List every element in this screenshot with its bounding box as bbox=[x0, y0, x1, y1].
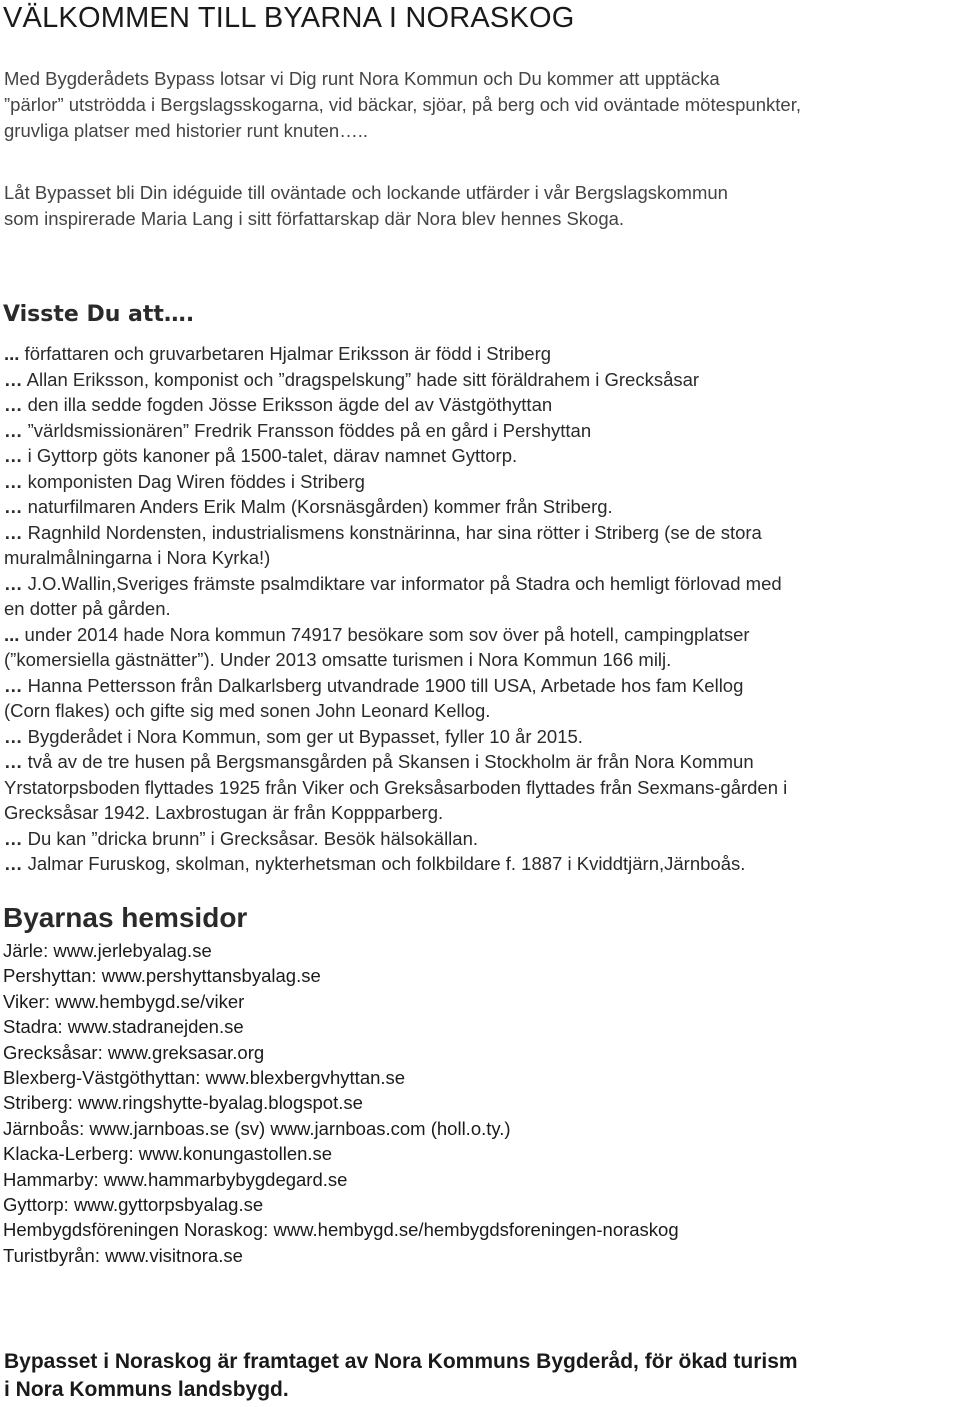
websites-list bbox=[3, 938, 679, 1268]
intro-line: Låt Bypasset bli Din idéguide till oväntade och lockande utfärder i vår Bergslagskommun bbox=[4, 182, 728, 203]
fact-line bbox=[4, 571, 956, 597]
fact-line bbox=[4, 367, 956, 393]
fact-item bbox=[4, 851, 956, 877]
websites-heading: Byarnas hemsidor bbox=[3, 902, 248, 933]
website-entry: Blexberg-Västgöthyttan: www.blexbergvhyttan.se bbox=[3, 1067, 406, 1089]
fact-item bbox=[4, 341, 956, 367]
fact-line bbox=[4, 851, 956, 877]
fact-text: muralmålningarna i Nora Kyrka!) bbox=[4, 547, 271, 568]
fact-text: författaren och gruvarbetaren Hjalmar Eriksson är född i Striberg bbox=[19, 343, 552, 364]
fact-item bbox=[4, 443, 956, 469]
ellipsis-marker: … bbox=[4, 445, 23, 466]
fact-line bbox=[4, 469, 956, 495]
fact-line bbox=[4, 392, 956, 418]
intro-line: som inspirerade Maria Lang i sitt författarskap där Nora blev hennes Skoga. bbox=[4, 207, 625, 229]
intro-paragraph bbox=[4, 180, 956, 232]
fact-text: under 2014 hade Nora kommun 74917 besökare som sov över på hotell, campingplatser bbox=[19, 623, 750, 645]
fact-line bbox=[4, 826, 956, 852]
fact-item bbox=[4, 749, 956, 826]
fact-text: Grecksåsar 1942. Laxbrostugan är från Koppparberg. bbox=[4, 802, 444, 823]
fact-line bbox=[4, 443, 956, 469]
fact-line bbox=[4, 596, 956, 622]
fact-text: ”världsmissionären” Fredrik Fransson föddes på en gård i Pershyttan bbox=[22, 419, 592, 441]
website-entry: Viker: www.hembygd.se/viker bbox=[3, 990, 245, 1012]
intro-line: ”pärlor” utströdda i Bergslagsskogarna, vid bäckar, sjöar, på berg och vid oväntade mötespunkter, bbox=[4, 93, 801, 115]
fact-line bbox=[4, 800, 956, 826]
fact-text: Bygderådet i Nora Kommun, som ger ut Bypasset, fyller 10 år 2015. bbox=[22, 725, 583, 747]
fact-item bbox=[4, 724, 956, 750]
fact-text: Ragnhild Nordensten, industrialismens konstnärinna, har sina rötter i Striberg (se de stora bbox=[22, 521, 762, 543]
ellipsis-marker: … bbox=[4, 572, 23, 594]
ellipsis-marker: … bbox=[4, 470, 23, 492]
facts-list bbox=[4, 341, 956, 877]
fact-text: komponisten Dag Wiren föddes i Striberg bbox=[22, 470, 365, 492]
website-entry: Hammarby: www.hammarbybygdegard.se bbox=[3, 1168, 348, 1190]
fact-text: (Corn flakes) och gifte sig med sonen John Leonard Kellog. bbox=[4, 700, 491, 721]
fact-text: Jalmar Furuskog, skolman, nykterhetsman och folkbildare f. 1887 i Kviddtjärn,Järnboås. bbox=[22, 853, 746, 874]
fact-item bbox=[4, 469, 956, 495]
did-you-know-heading: Visste Du att…. bbox=[3, 302, 195, 327]
website-entry: Stadra: www.stadranejden.se bbox=[3, 1016, 244, 1038]
fact-item bbox=[4, 367, 956, 393]
fact-text: i Gyttorp göts kanoner på 1500-talet, därav namnet Gyttorp. bbox=[22, 445, 518, 466]
ellipsis-marker: … bbox=[4, 394, 23, 415]
footer-note bbox=[4, 1348, 798, 1404]
fact-text: Allan Eriksson, komponist och ”dragspelskung” hade sitt föräldrahem i Grecksåsar bbox=[22, 368, 700, 390]
fact-text: Yrstatorpsboden flyttades 1925 från Viker och Greksåsarboden flyttades från Sexmans-gården i bbox=[4, 776, 788, 798]
footer-line: Bypasset i Noraskog är framtaget av Nora Kommuns Bygderåd, för ökad turism bbox=[4, 1350, 798, 1373]
page-title: VÄLKOMMEN TILL BYARNA I NORASKOG bbox=[3, 2, 575, 34]
fact-line bbox=[4, 775, 956, 801]
website-entry: Gyttorp: www.gyttorpsbyalag.se bbox=[3, 1194, 264, 1216]
website-entry: Klacka-Lerberg: www.konungastollen.se bbox=[3, 1143, 333, 1165]
fact-item bbox=[4, 622, 956, 673]
fact-text: en dotter på gården. bbox=[4, 598, 171, 619]
fact-line bbox=[4, 622, 956, 648]
fact-line bbox=[4, 418, 956, 444]
fact-line bbox=[4, 749, 956, 775]
ellipsis-marker: … bbox=[4, 674, 23, 696]
fact-text: J.O.Wallin,Sveriges främste psalmdiktare var informator på Stadra och hemligt förlovad med bbox=[22, 572, 782, 594]
fact-line bbox=[4, 673, 956, 699]
website-entry: Järnboås: www.jarnboas.se (sv) www.jarnboas.com (holl.o.ty.) bbox=[3, 1117, 511, 1139]
website-entry: Järle: www.jerlebyalag.se bbox=[3, 940, 212, 961]
ellipsis-marker: … bbox=[4, 419, 23, 441]
fact-text: naturfilmaren Anders Erik Malm (Korsnäsgården) kommer från Striberg. bbox=[22, 496, 613, 517]
fact-item bbox=[4, 392, 956, 418]
ellipsis-marker: … bbox=[4, 521, 23, 543]
fact-text: två av de tre husen på Bergsmansgården på Skansen i Stockholm är från Nora Kommun bbox=[22, 751, 754, 772]
intro-paragraph bbox=[4, 66, 956, 143]
fact-line bbox=[4, 520, 956, 546]
fact-item bbox=[4, 673, 956, 724]
fact-text: (”komersiella gästnätter”). Under 2013 omsatte turismen i Nora Kommun 166 milj. bbox=[4, 649, 672, 670]
fact-line bbox=[4, 545, 956, 571]
website-entry: Pershyttan: www.pershyttansbyalag.se bbox=[3, 965, 321, 987]
intro-line: gruvliga platser med historier runt knuten….. bbox=[4, 119, 369, 141]
ellipsis-marker: … bbox=[4, 751, 23, 772]
website-entry: Striberg: www.ringshytte-byalag.blogspot.se bbox=[3, 1092, 363, 1114]
ellipsis-marker: … bbox=[4, 368, 23, 390]
fact-item bbox=[4, 494, 956, 520]
fact-line bbox=[4, 647, 956, 673]
fact-text: Du kan ”dricka brunn” i Grecksåsar. Besök hälsokällan. bbox=[22, 827, 479, 849]
footer-line: i Nora Kommuns landsbygd. bbox=[4, 1378, 289, 1401]
fact-item bbox=[4, 826, 956, 852]
ellipsis-marker: … bbox=[4, 827, 23, 849]
fact-line bbox=[4, 724, 956, 750]
fact-item bbox=[4, 571, 956, 622]
intro-line: Med Bygderådets Bypass lotsar vi Dig runt Nora Kommun och Du kommer att upptäcka bbox=[4, 68, 720, 89]
ellipsis-marker: … bbox=[4, 496, 23, 517]
ellipsis-marker: ... bbox=[4, 343, 20, 364]
ellipsis-marker: ... bbox=[4, 623, 20, 645]
fact-line bbox=[4, 698, 956, 724]
fact-item bbox=[4, 520, 956, 571]
fact-line bbox=[4, 494, 956, 520]
fact-item bbox=[4, 418, 956, 444]
fact-text: den illa sedde fogden Jösse Eriksson ägde del av Västgöthyttan bbox=[22, 394, 553, 415]
fact-text: Hanna Pettersson från Dalkarlsberg utvandrade 1900 till USA, Arbetade hos fam Kellog bbox=[22, 674, 744, 696]
website-entry: Hembygdsföreningen Noraskog: www.hembygd.se/hembygdsforeningen-noraskog bbox=[3, 1219, 679, 1241]
website-entry: Grecksåsar: www.greksasar.org bbox=[3, 1041, 265, 1063]
ellipsis-marker: … bbox=[4, 725, 23, 747]
website-entry: Turistbyrån: www.visitnora.se bbox=[3, 1244, 243, 1266]
fact-line bbox=[4, 341, 956, 367]
ellipsis-marker: … bbox=[4, 853, 23, 874]
